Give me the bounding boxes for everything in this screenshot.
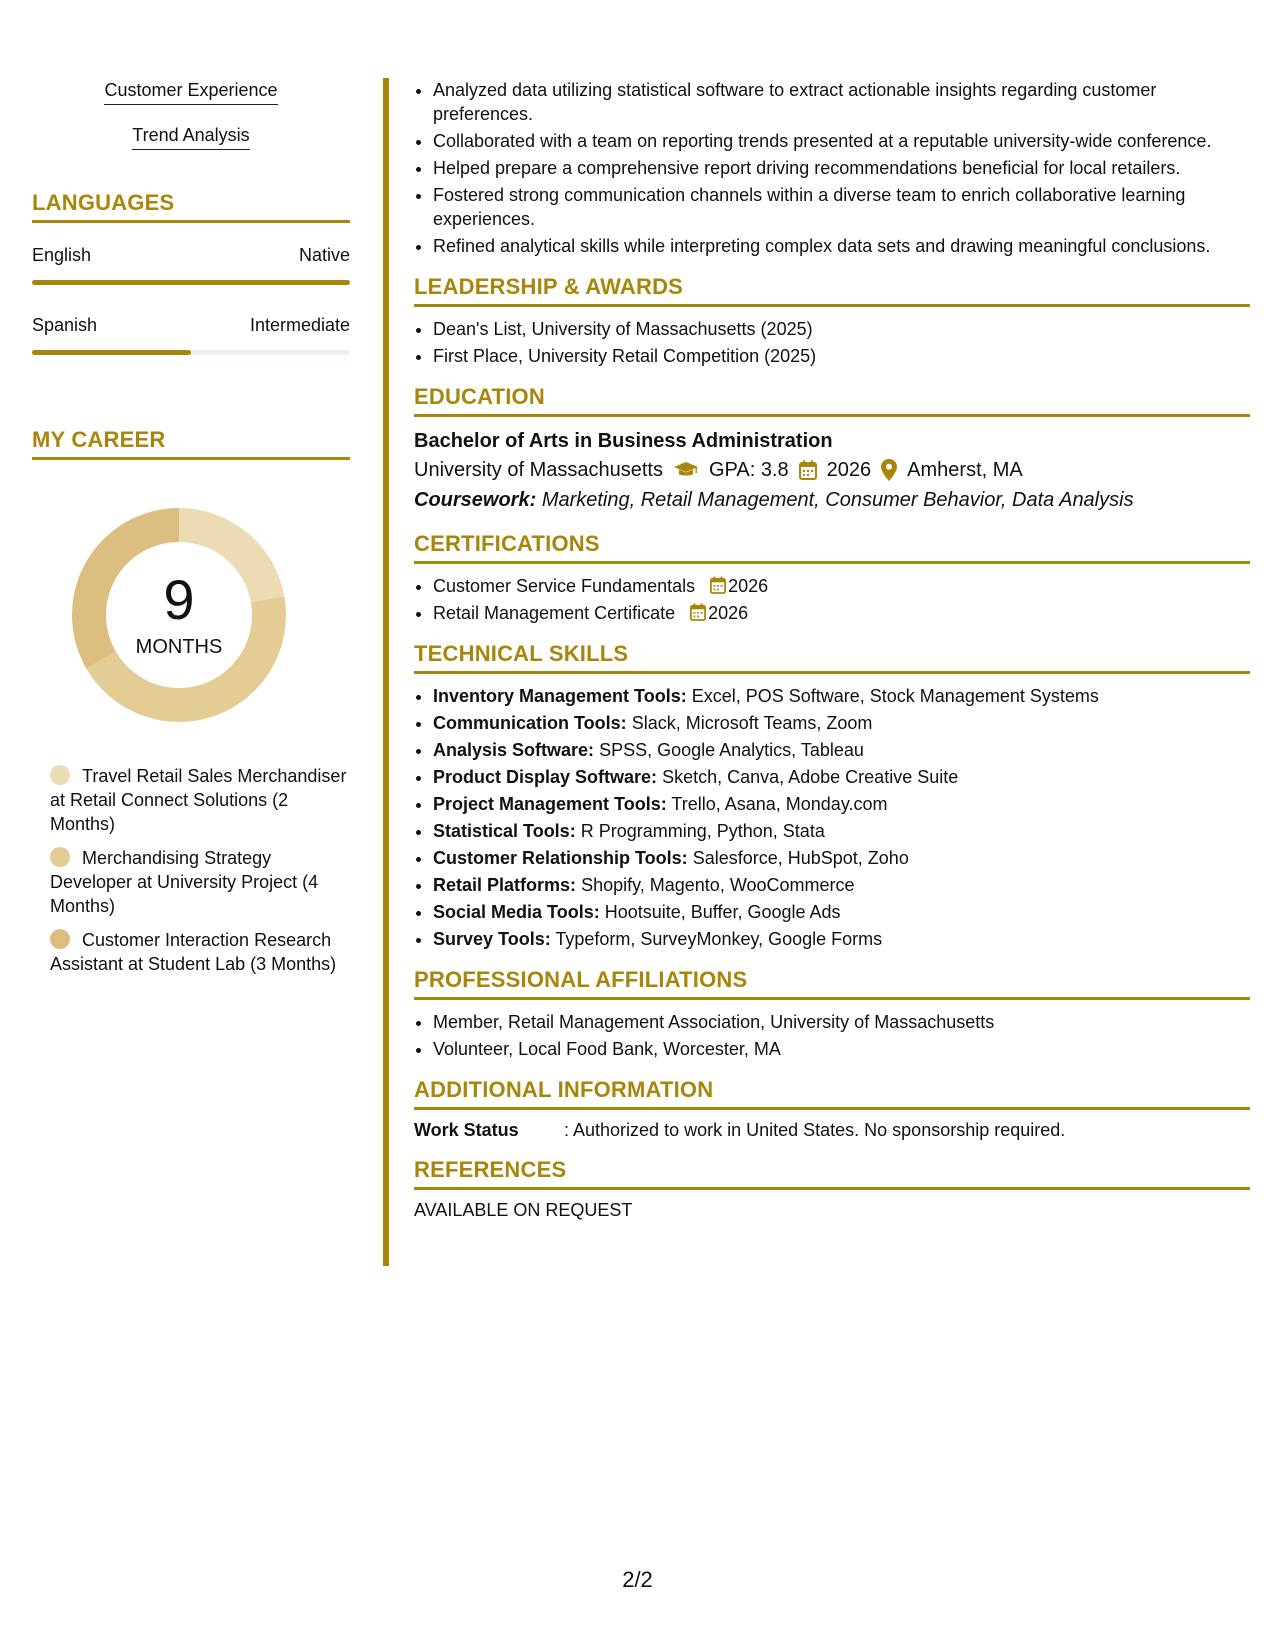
list-item: • Fostered strong communication channels within a diverse team to enrich collaborative learning experiences. bbox=[433, 183, 1250, 231]
skill-item bbox=[433, 765, 1250, 789]
skill-value: Trello, Asana, Monday.com bbox=[671, 794, 888, 814]
experience-bullets bbox=[414, 78, 1250, 258]
work-status-label: Work Status bbox=[414, 1120, 519, 1140]
language-name: English bbox=[32, 245, 92, 265]
skill-value: Excel, POS Software, Stock Management Systems bbox=[691, 686, 1099, 706]
school-name: University of Massachusetts bbox=[414, 459, 663, 481]
work-status-row bbox=[414, 1120, 1250, 1141]
skill-value: SPSS, Google Analytics, Tableau bbox=[599, 740, 864, 760]
skill-label: Product Display Software: bbox=[433, 767, 658, 787]
legend-dot-icon bbox=[50, 929, 70, 949]
certification-name: Customer Service Fundamentals bbox=[433, 576, 696, 596]
career-total-unit: MONTHS bbox=[135, 636, 223, 658]
coursework bbox=[414, 485, 1250, 515]
skill-value: Shopify, Magento, WooCommerce bbox=[581, 875, 855, 895]
calendar-icon bbox=[799, 460, 817, 480]
career-heading: MY CAREER bbox=[32, 427, 350, 460]
skill-item bbox=[433, 900, 1250, 924]
certification-item bbox=[433, 574, 1250, 598]
skill-label: Inventory Management Tools: bbox=[433, 686, 687, 706]
references-section bbox=[414, 1157, 1250, 1221]
legend-dot-icon bbox=[50, 765, 70, 785]
skill-item bbox=[433, 792, 1250, 816]
skill-item bbox=[433, 711, 1250, 735]
career-legend-item bbox=[50, 764, 350, 836]
languages-section bbox=[32, 190, 350, 355]
skill-tag: Trend Analysis bbox=[132, 123, 249, 150]
skill-value: Typeform, SurveyMonkey, Google Forms bbox=[555, 929, 883, 949]
skill-item bbox=[433, 819, 1250, 843]
section-heading: REFERENCES bbox=[414, 1157, 1250, 1190]
location-pin-icon bbox=[881, 459, 897, 481]
list-item: • Dean's List, University of Massachusetts (2025) bbox=[433, 317, 1250, 341]
sidebar bbox=[32, 78, 350, 986]
section-heading: ADDITIONAL INFORMATION bbox=[414, 1077, 1250, 1110]
skill-value: Sketch, Canva, Adobe Creative Suite bbox=[662, 767, 959, 787]
career-donut-chart bbox=[66, 502, 292, 728]
list-item: • Analyzed data utilizing statistical software to extract actionable insights regarding customer preferences. bbox=[433, 78, 1250, 126]
affiliations-section bbox=[414, 967, 1250, 1061]
career-section bbox=[32, 427, 350, 976]
certification-item bbox=[433, 601, 1250, 625]
coursework-label: Coursework: bbox=[414, 489, 537, 511]
career-legend-item bbox=[50, 928, 350, 976]
skill-label: Survey Tools: bbox=[433, 929, 551, 949]
additional-info-section bbox=[414, 1077, 1250, 1141]
education-details bbox=[414, 455, 1250, 485]
skill-label: Customer Relationship Tools: bbox=[433, 848, 688, 868]
education-location: Amherst, MA bbox=[907, 459, 1023, 481]
career-legend-label: Customer Interaction Research Assistant at Student Lab (3 Months) bbox=[50, 930, 337, 974]
skill-item bbox=[433, 738, 1250, 762]
graduation-year: 2026 bbox=[826, 459, 872, 481]
skill-label: Statistical Tools: bbox=[433, 821, 576, 841]
degree-title: Bachelor of Arts in Business Administration bbox=[414, 430, 833, 452]
graduation-cap-icon bbox=[673, 461, 699, 479]
career-legend bbox=[32, 764, 350, 976]
certifications-section bbox=[414, 531, 1250, 625]
skill-label: Retail Platforms: bbox=[433, 875, 577, 895]
section-heading: CERTIFICATIONS bbox=[414, 531, 1250, 564]
calendar-icon bbox=[690, 603, 706, 621]
career-total-number: 9 bbox=[163, 568, 195, 631]
skill-value: R Programming, Python, Stata bbox=[580, 821, 825, 841]
section-heading: EDUCATION bbox=[414, 384, 1250, 417]
career-legend-item bbox=[50, 846, 350, 918]
languages-heading: LANGUAGES bbox=[32, 190, 350, 223]
skill-value: Slack, Microsoft Teams, Zoom bbox=[631, 713, 873, 733]
list-item: • Refined analytical skills while interpreting complex data sets and drawing meaningful conclusions. bbox=[433, 234, 1250, 258]
list-item: • Volunteer, Local Food Bank, Worcester, MA bbox=[433, 1037, 1250, 1061]
skill-value: Salesforce, HubSpot, Zoho bbox=[692, 848, 909, 868]
language-proficiency-fill bbox=[32, 280, 350, 285]
certification-year: 2026 bbox=[708, 603, 749, 623]
language-item bbox=[32, 315, 350, 355]
skill-label: Communication Tools: bbox=[433, 713, 627, 733]
work-status-value: : Authorized to work in United States. No sponsorship required. bbox=[564, 1120, 1066, 1140]
leadership-section bbox=[414, 274, 1250, 368]
section-heading: LEADERSHIP & AWARDS bbox=[414, 274, 1250, 307]
list-item: • Helped prepare a comprehensive report driving recommendations beneficial for local retailers. bbox=[433, 156, 1250, 180]
technical-skills-section bbox=[414, 641, 1250, 951]
skill-tag: Customer Experience bbox=[104, 78, 277, 105]
skill-value: Hootsuite, Buffer, Google Ads bbox=[604, 902, 841, 922]
language-level: Intermediate bbox=[249, 315, 350, 335]
certification-year: 2026 bbox=[728, 576, 769, 596]
legend-dot-icon bbox=[50, 847, 70, 867]
career-legend-label: Travel Retail Sales Merchandiser at Retail Connect Solutions (2 Months) bbox=[50, 766, 347, 834]
skill-item bbox=[433, 927, 1250, 951]
gpa: GPA: 3.8 bbox=[708, 459, 789, 481]
certification-name: Retail Management Certificate bbox=[433, 603, 676, 623]
skill-item bbox=[433, 873, 1250, 897]
education-section bbox=[414, 384, 1250, 515]
list-item: • Collaborated with a team on reporting trends presented at a reputable university-wide conference. bbox=[433, 129, 1250, 153]
section-heading: TECHNICAL SKILLS bbox=[414, 641, 1250, 674]
skill-item bbox=[433, 846, 1250, 870]
calendar-icon bbox=[710, 576, 726, 594]
skill-item bbox=[433, 684, 1250, 708]
list-item: • First Place, University Retail Competition (2025) bbox=[433, 344, 1250, 368]
list-item: • Member, Retail Management Association, University of Massachusetts bbox=[433, 1010, 1250, 1034]
skill-label: Project Management Tools: bbox=[433, 794, 667, 814]
section-heading: PROFESSIONAL AFFILIATIONS bbox=[414, 967, 1250, 1000]
language-proficiency-bar bbox=[32, 350, 350, 355]
coursework-list: Marketing, Retail Management, Consumer Behavior, Data Analysis bbox=[541, 489, 1134, 511]
career-legend-label: Merchandising Strategy Developer at University Project (4 Months) bbox=[50, 848, 319, 916]
language-level: Native bbox=[298, 245, 350, 265]
column-divider bbox=[383, 78, 389, 1266]
language-proficiency-fill bbox=[32, 350, 191, 355]
language-name: Spanish bbox=[32, 315, 98, 335]
language-proficiency-bar bbox=[32, 280, 350, 285]
skill-label: Analysis Software: bbox=[433, 740, 595, 760]
language-item bbox=[32, 245, 350, 285]
skill-label: Social Media Tools: bbox=[433, 902, 600, 922]
references-text: AVAILABLE ON REQUEST bbox=[414, 1200, 633, 1220]
page-number: 2/2 bbox=[622, 1567, 653, 1592]
main-column bbox=[414, 78, 1250, 1221]
career-donut-center bbox=[66, 502, 292, 728]
